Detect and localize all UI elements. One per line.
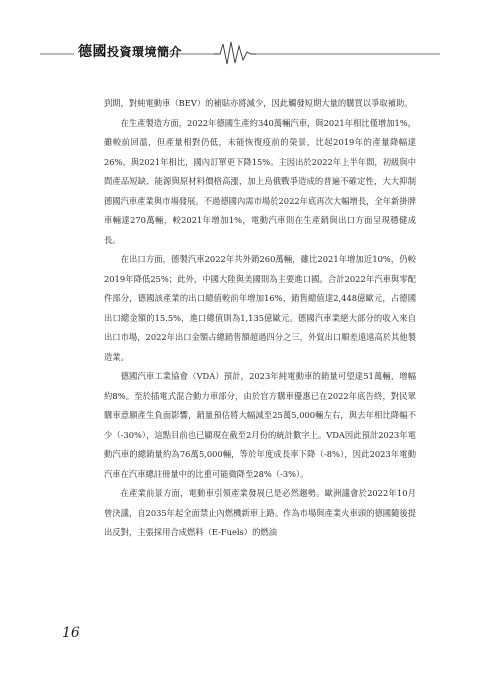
header-title-big: 德國 <box>78 44 107 60</box>
paragraph-vda-forecast: 德國汽車工業協會（VDA）預計，2023年純電動車的銷量可望達51萬輛，增幅約8%。至於插電式混合動力車部分，由於官方購車優惠已在2022年底告終，對民眾購車意願產生負面影響，銷量預估將大幅減至25萬5,000輛左右，與去年相比降幅不少（-30%），這點目前也已顯現在截至2月份的統計數字上。VDA因此預計2023年電動汽車的總銷量約為76萬5,000輛，等於年度成長率下降（-8%），因此2023年電動汽車在汽車總註冊量中的比重可能微降至28%（-3%）。 <box>104 371 416 479</box>
page-header <box>0 36 480 66</box>
paragraph-export: 在出口方面，德製汽車2022年共外銷260萬輛，雖比2021年增加近10%，仍較2019年降低25%；此外，中國大陸與美國則為主要進口國。合計2022年汽車與零配件部分，德國該產業的出口總值較前年增加16%，銷售總值達2,448億歐元，占德國出口總金額的15.5%，進口總值則為1,135億歐元。德國汽車業絕大部分的收入來自出口市場，2022年出口金額占總銷售額超過四分之三，外貿出口順差遠遠高於其他製造業。 <box>104 254 416 362</box>
body-text <box>104 94 416 543</box>
paragraph-outlook: 在產業前景方面，電動車引領產業發展已是必然趨勢。歐洲議會於2022年10月曾決議，自2035年起全面禁止內燃機新車上路。作為市場與產業火車頭的德國隨後提出反對，主張採用合成燃料（E-Fuels）的燃油 <box>104 488 416 537</box>
header-title-rest: 投資環境簡介 <box>107 45 183 59</box>
paragraph-continuation: 到期，對純電動車（BEV）的補貼亦將減少，因此觸發短期大量的購買以爭取補助。 <box>104 98 413 108</box>
header-pulse-line <box>0 36 480 66</box>
page-number: 16 <box>62 625 80 641</box>
header-title <box>78 41 182 61</box>
paragraph-production: 在生產製造方面，2022年德國生產約340萬輛汽車，與2021年相比僅增加1%，雖較前回溫，但產量相對仍低，未能恢復疫前的榮景，比起2019年的產量降幅達26%。與2021年相比，國內訂單更下降15%。主因出於2022年上半年間，初級與中間產品短缺、能源與原材料價格高漲，加上烏俄戰爭造成的普遍不確定性，大大抑制德國汽車產業與市場發展。不過德國內需市場於2022年底再次大幅增長，全年新掛牌車輛達270萬輛，較2021年增加1%，電動汽車則在生產銷與出口方面呈現穩健成長。 <box>104 117 416 245</box>
